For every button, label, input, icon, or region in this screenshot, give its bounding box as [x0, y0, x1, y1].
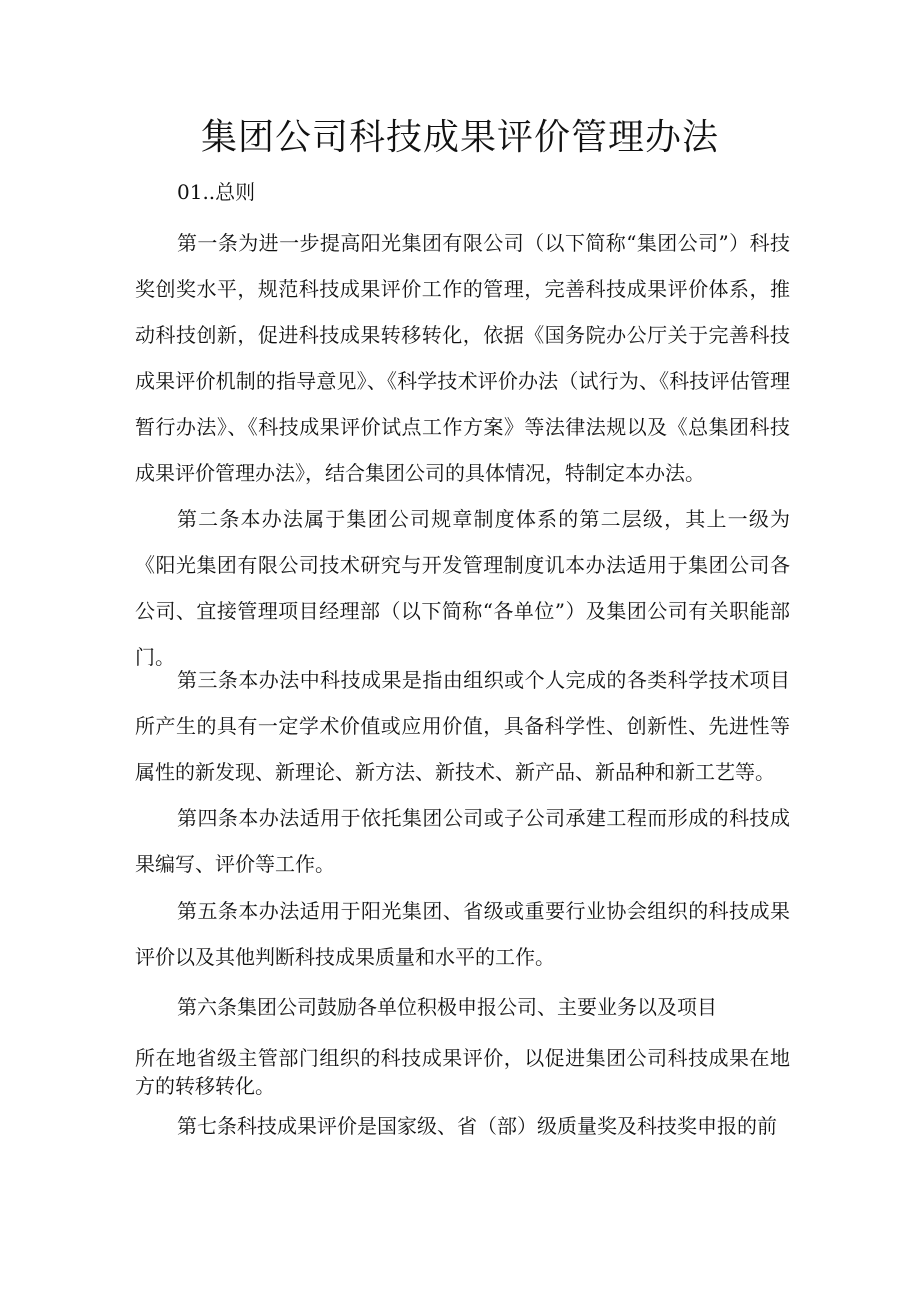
- article-1: 第一条为进一步提高阳光集团有限公司（以下简称“集团公司”）科技奖创奖水平，规范科技成果评价工作的管理，完善科技成果评价体系，推动科技创新，促进科技成果转移转化，依据《国务院办公厅关于完善科技成果评价机制的指导意见》、《科学技术评价办法（试行为、《科技评估管理暂行办法》、《科技成果评价试点工作方案》等法律法规以及《总集团科技成果评价管理办法》，结合集团公司的具体情况，特制定本办法。: [135, 231, 790, 485]
- article-7: 第七条科技成果评价是国家级、省（部）级质量奖及科技奖申报的前: [177, 1114, 777, 1138]
- article-2: 第二条本办法属于集团公司规章制度体系的第二层级，其上一级为《阳光集团有限公司技术研究与开发管理制度讥本办法适用于集团公司各公司、宜接管理项目经理部（以下简称“各单位”）及集团公司有关职能部门。: [135, 507, 790, 669]
- article-5: 第五条本办法适用于阳光集团、省级或重要行业协会组织的科技成果评价以及其他判断科技成果质量和水平的工作。: [135, 899, 790, 969]
- section-heading: 01..总则: [177, 180, 256, 204]
- article-4: 第四条本办法适用于依托集团公司或子公司承建工程而形成的科技成果编写、评价等工作。: [135, 806, 790, 876]
- article-3: 第三条本办法中科技成果是指由组织或个人完成的各类科学技术项目所产生的具有一定学术价值或应用价值，具备科学性、创新性、先进性等属性的新发现、新理论、新方法、新技术、新产品、新品种和新工艺等。: [135, 668, 790, 784]
- article-6-continued: 所在地省级主管部门组织的科技成果评价，以促进集团公司科技成果在地方的转移转化。: [135, 1046, 790, 1098]
- document-title: 集团公司科技成果评价管理办法: [200, 117, 719, 158]
- article-6-line-1: 第六条集团公司鼓励各单位积极申报公司、主要业务以及项目: [177, 995, 717, 1019]
